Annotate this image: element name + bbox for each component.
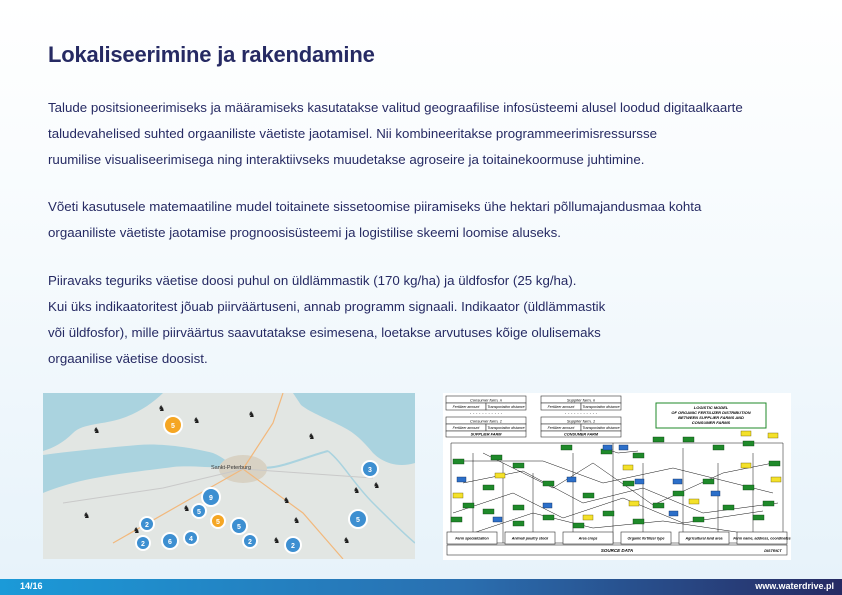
cluster-count: 5 [171,423,175,430]
paragraph-line: taludevahelised suhted orgaaniliste väetiste jaotamisel. Nii kombineeritakse programmeerimisressursse [48,126,657,141]
supplier-farm-block [541,396,621,437]
cluster-marker[interactable] [362,461,378,477]
paragraph-line: ruumilise visualiseerimisega ning interaktiivseks muudetakse agroseire ja toitainekoormuse juhtimine. [48,152,645,167]
cluster-marker[interactable] [164,416,182,434]
cluster-count: 2 [248,539,252,546]
svg-text:♞: ♞ [193,416,201,425]
cluster-marker[interactable] [285,537,301,553]
cluster-marker[interactable] [136,536,150,550]
svg-text:Supplier farm, n: Supplier farm, n [566,397,596,403]
svg-text:♞: ♞ [308,432,316,441]
svg-text:Fertilizer amount: Fertilizer amount [547,405,575,409]
cluster-count: 5 [237,524,241,531]
cluster-count: 5 [216,519,220,526]
cluster-marker[interactable] [231,518,247,534]
cluster-count: 2 [141,541,145,548]
svg-text:· · · · · · · · · · ·: · · · · · · · · · · · [564,411,598,417]
svg-text:Fertilizer amount: Fertilizer amount [452,405,480,409]
svg-text:♞: ♞ [353,486,361,495]
cluster-count: 9 [209,495,213,502]
cluster-count: 5 [356,517,360,524]
cluster-count: 3 [368,467,372,474]
consumer-farm-block [446,396,526,437]
website-link[interactable]: www.waterdrive.pl [755,581,834,591]
cluster-count: 2 [145,522,149,529]
paragraph-line: Piiravaks teguriks väetise doosi puhul on üldlämmastik (170 kg/ha) ja üldfosfor (25 kg/ha). [48,273,577,288]
svg-text:♞: ♞ [83,511,91,520]
svg-text:♞: ♞ [283,496,291,505]
svg-text:♞: ♞ [248,410,256,419]
svg-text:CONSUMER FARM: CONSUMER FARM [564,432,598,437]
svg-text:Consumer farm, 1: Consumer farm, 1 [469,418,503,424]
svg-text:♞: ♞ [93,426,101,435]
paragraph-line: orgaaniliste väetiste jaotamise prognoosisüsteemi ja logistilise skeemi loomise aluseks. [48,225,561,240]
paragraph-line: või üldfosfor), mille piirväärtus saavutatakse esimesena, loetakse arvutuses kõige olulisemaks [48,325,601,340]
cluster-marker[interactable] [349,510,367,528]
svg-text:Agricultural land area: Agricultural land area [685,536,723,541]
svg-text:SUPPLIER FARM: SUPPLIER FARM [470,432,502,437]
cluster-count: 6 [168,539,172,546]
svg-text:LOGISTIC MODEL: LOGISTIC MODEL [693,405,729,410]
paragraph-line: Talude positsioneerimiseks ja määramiseks kasutatakse valitud geograafilise infosüsteemi alusel loodud digitaalkaarte [48,100,743,115]
svg-text:Supplier farm, 1: Supplier farm, 1 [566,418,596,424]
page-number: 14/16 [20,581,43,591]
diagram-canvas [443,393,791,560]
cluster-marker[interactable] [162,533,178,549]
cluster-marker[interactable] [184,531,198,545]
svg-text:♞: ♞ [158,404,166,413]
svg-text:CONSUMER FARMS: CONSUMER FARMS [691,420,731,425]
cluster-marker[interactable] [192,504,206,518]
svg-text:Fertilizer amount: Fertilizer amount [452,426,480,430]
city-label: Sankt-Peterburg [211,465,252,471]
cluster-count: 2 [291,543,295,550]
paragraph-gis [48,95,808,173]
paragraph-line: Kui üks indikaatoritest jõuab piirväärtuseni, annab programm signaali. Indikaator (üldlämmastik [48,299,606,314]
logistic-model-diagram [443,393,791,560]
diagram-title-box [656,403,766,428]
footer-bar [0,579,842,595]
svg-text:BETWEEN SUPPLIER FARMS AND: BETWEEN SUPPLIER FARMS AND [678,415,744,420]
svg-text:Farm name, address, coordinate: Farm name, address, coordinates [733,536,791,541]
page-title: Lokaliseerimine ja rakendamine [48,42,375,67]
svg-text:♞: ♞ [273,536,281,545]
svg-text:Transportation distance: Transportation distance [487,426,525,430]
paragraph-limits [48,268,808,372]
map-canvas [43,393,415,559]
source-data-label: SOURCE DATA [600,548,634,553]
paragraph-line: orgaanilise väetise doosist. [48,351,208,366]
svg-text:♞: ♞ [343,536,351,545]
cluster-marker[interactable] [202,488,220,506]
cluster-count: 4 [189,536,193,543]
source-data-boxes [447,532,791,544]
svg-text:Organic fertilizer type: Organic fertilizer type [627,536,665,541]
svg-text:♞: ♞ [183,504,191,513]
district-label: DISTRICT [764,549,782,553]
svg-text:OF ORGANIC FERTILIZER DISTRIBU: OF ORGANIC FERTILIZER DISTRIBUTION [671,410,751,415]
cluster-marker[interactable] [211,514,225,528]
svg-text:Fertilizer amount: Fertilizer amount [547,426,575,430]
cluster-marker[interactable] [140,517,154,531]
farm-location-map[interactable] [43,393,415,559]
svg-text:Transportation distance: Transportation distance [582,405,620,409]
paragraph-model [48,194,808,246]
svg-text:♞: ♞ [293,516,301,525]
svg-text:Consumer farm, n: Consumer farm, n [469,397,503,403]
svg-text:Transportation distance: Transportation distance [487,405,525,409]
svg-text:· · · · · · · · · · ·: · · · · · · · · · · · [469,411,503,417]
svg-text:Animal/ poultry stock: Animal/ poultry stock [511,536,549,541]
paragraph-line: Võeti kasutusele matemaatiline mudel toitainete sissetoomise piiramiseks ühe hektari põllumajandusmaa kohta [48,199,702,214]
svg-text:Transportation distance: Transportation distance [582,426,620,430]
svg-text:♞: ♞ [133,526,141,535]
cluster-count: 5 [197,509,201,516]
svg-text:Farm specialization: Farm specialization [455,536,489,541]
cluster-marker[interactable] [243,534,257,548]
svg-text:♞: ♞ [373,481,381,490]
svg-text:Area crops: Area crops [578,536,598,541]
